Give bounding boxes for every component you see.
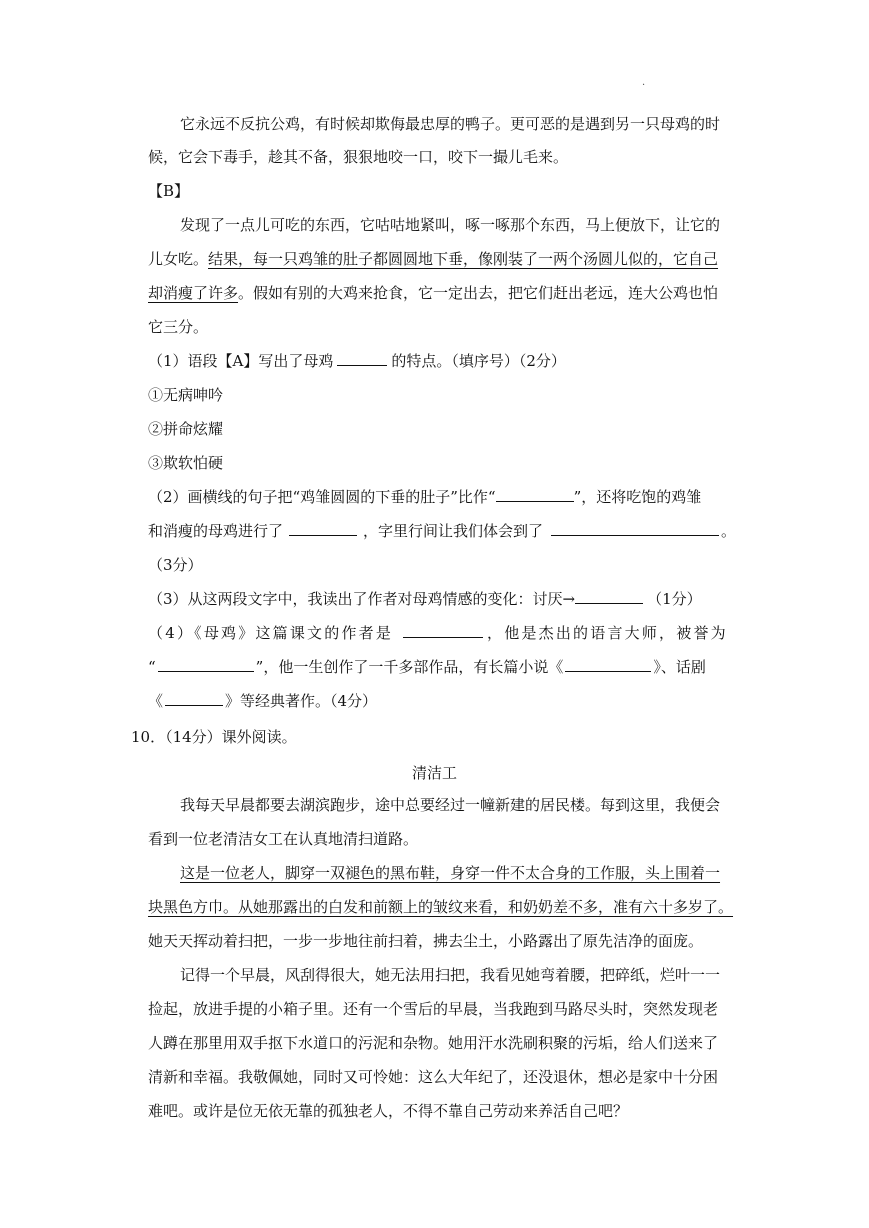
question-1-text: （1）语段【A】写出了母鸡 — [148, 352, 334, 370]
paragraph-b-text: 。假如有别的大鸡来抢食，它一定出去，把它们赶出老远，连大公鸡也怕 — [238, 284, 719, 302]
option-3: ③欺软怕硬 — [148, 454, 224, 472]
paragraph-a-line-2: 候，它会下毒手，趁其不备，狠狠地咬一口，咬下一撮儿毛来。 — [148, 148, 569, 166]
passage-title: 清洁工 — [411, 764, 457, 782]
answer-blank[interactable] — [496, 487, 574, 502]
answer-blank[interactable] — [337, 351, 387, 366]
question-4-line-3 — [148, 690, 738, 712]
passage-p2-line-2: 块黑色方巾。从她那露出的白发和前额上的皱纹来看，和奶奶差不多，准有六十多岁了。 — [148, 898, 734, 916]
answer-blank[interactable] — [403, 623, 483, 638]
paragraph-a-line-1: 它永远不反抗公鸡，有时候却欺侮最忠厚的鸭子。更可恶的是遇到另一只母鸡的时 — [180, 115, 721, 133]
question-3 — [148, 588, 738, 610]
question-2-text: （2）画横线的句子把“鸡雏圆圆的下垂的肚子”比作“ — [148, 488, 496, 506]
passage-p3-line-2: 捡起，放进手提的小箱子里。还有一个雪后的早晨，当我跑到马路尽头时，突然发现老 — [148, 1000, 719, 1018]
question-1-text-end: 的特点。（填序号）（2分） — [391, 352, 566, 370]
paragraph-b-line-4: 它三分。 — [148, 318, 209, 336]
question-2-line-2 — [148, 520, 738, 542]
page-mark: · — [642, 80, 646, 91]
option-2: ②拼命炫耀 — [148, 420, 224, 438]
question-2-text: 和消瘦的母鸡进行了 — [148, 522, 284, 540]
answer-blank[interactable] — [551, 521, 719, 536]
question-4-text: “ — [148, 658, 156, 676]
passage-p1-line-1: 我每天早晨都要去湖滨跑步，途中总要经过一幢新建的居民楼。每到这里，我便会 — [180, 796, 721, 814]
passage-p1-line-2: 看到一位老清洁女工在认真地清扫道路。 — [148, 830, 419, 848]
question-2-text: ”，还将吃饱的鸡雏 — [573, 488, 702, 506]
question-2-text: 。 — [721, 522, 737, 540]
question-4-text: 》、话剧 — [653, 658, 706, 676]
answer-blank[interactable] — [565, 657, 651, 672]
passage-p3-line-4: 清新和幸福。我敬佩她，同时又可怜她：这么大年纪了，还没退休，想必是家中十分困 — [148, 1068, 719, 1086]
answer-blank[interactable] — [575, 589, 643, 604]
question-3-text: （1分） — [647, 590, 702, 608]
question-4-line-2 — [148, 656, 738, 678]
section-marker-b: 【B】 — [148, 182, 190, 200]
question-2-score: （3分） — [148, 556, 203, 574]
question-2-text: ，字里行间让我们体会到了 — [363, 522, 544, 540]
question-2-line-1 — [148, 486, 738, 508]
question-3-text: （3）从这两段文字中，我读出了作者对母鸡情感的变化：讨厌→ — [148, 590, 576, 608]
answer-blank[interactable] — [165, 691, 223, 706]
paragraph-b-text: 儿女吃。 — [148, 250, 209, 268]
question-4-text: ，他是杰出的语言大师，被誉为 — [487, 624, 728, 642]
underlined-sentence: 结果，每一只鸡雏的肚子都圆圆地下垂，像刚装了一两个汤圆儿似的，它自己 — [208, 250, 719, 268]
question-4-text: 《 — [148, 692, 164, 710]
passage-p3-line-3: 人蹲在那里用双手抠下水道口的污泥和杂物。她用汗水洗刷积聚的污垢，给人们送来了 — [148, 1034, 719, 1052]
passage-p3-line-1: 记得一个早晨，风刮得很大，她无法用扫把，我看见她弯着腰，把碎纸，烂叶一一 — [180, 966, 721, 984]
option-1: ①无病呻吟 — [148, 386, 224, 404]
passage-p3-line-5: 难吧。或许是位无依无靠的孤独老人，不得不靠自己劳动来养活自己吧？ — [148, 1102, 629, 1120]
question-4-text: ”，他一生创作了一千多部作品，有长篇小说《 — [255, 658, 564, 676]
question-4-text: （4）《母鸡》这篇课文的作者是 — [148, 624, 394, 642]
answer-blank[interactable] — [289, 521, 357, 536]
answer-blank[interactable] — [158, 657, 254, 672]
question-10-header: 10．（14分）课外阅读。 — [131, 728, 297, 746]
question-1 — [148, 350, 738, 372]
passage-p2-line-1: 这是一位老人，脚穿一双褪色的黑布鞋，身穿一件不太合身的工作服，头上围着一 — [180, 864, 721, 882]
passage-p2-line-3: 她天天挥动着扫把，一步一步地往前扫着，拂去尘土，小路露出了原先洁净的面庞。 — [148, 932, 704, 950]
question-4-text: 》等经典著作。（4分） — [225, 692, 378, 710]
paragraph-b-line-2 — [148, 248, 738, 270]
underlined-sentence-end: 却消瘦了许多 — [148, 284, 239, 302]
paragraph-b-line-1: 发现了一点儿可吃的东西，它咕咕地紧叫，啄一啄那个东西，马上便放下，让它的 — [180, 216, 721, 234]
question-4-line-1 — [148, 622, 738, 644]
paragraph-b-line-3 — [148, 282, 738, 304]
